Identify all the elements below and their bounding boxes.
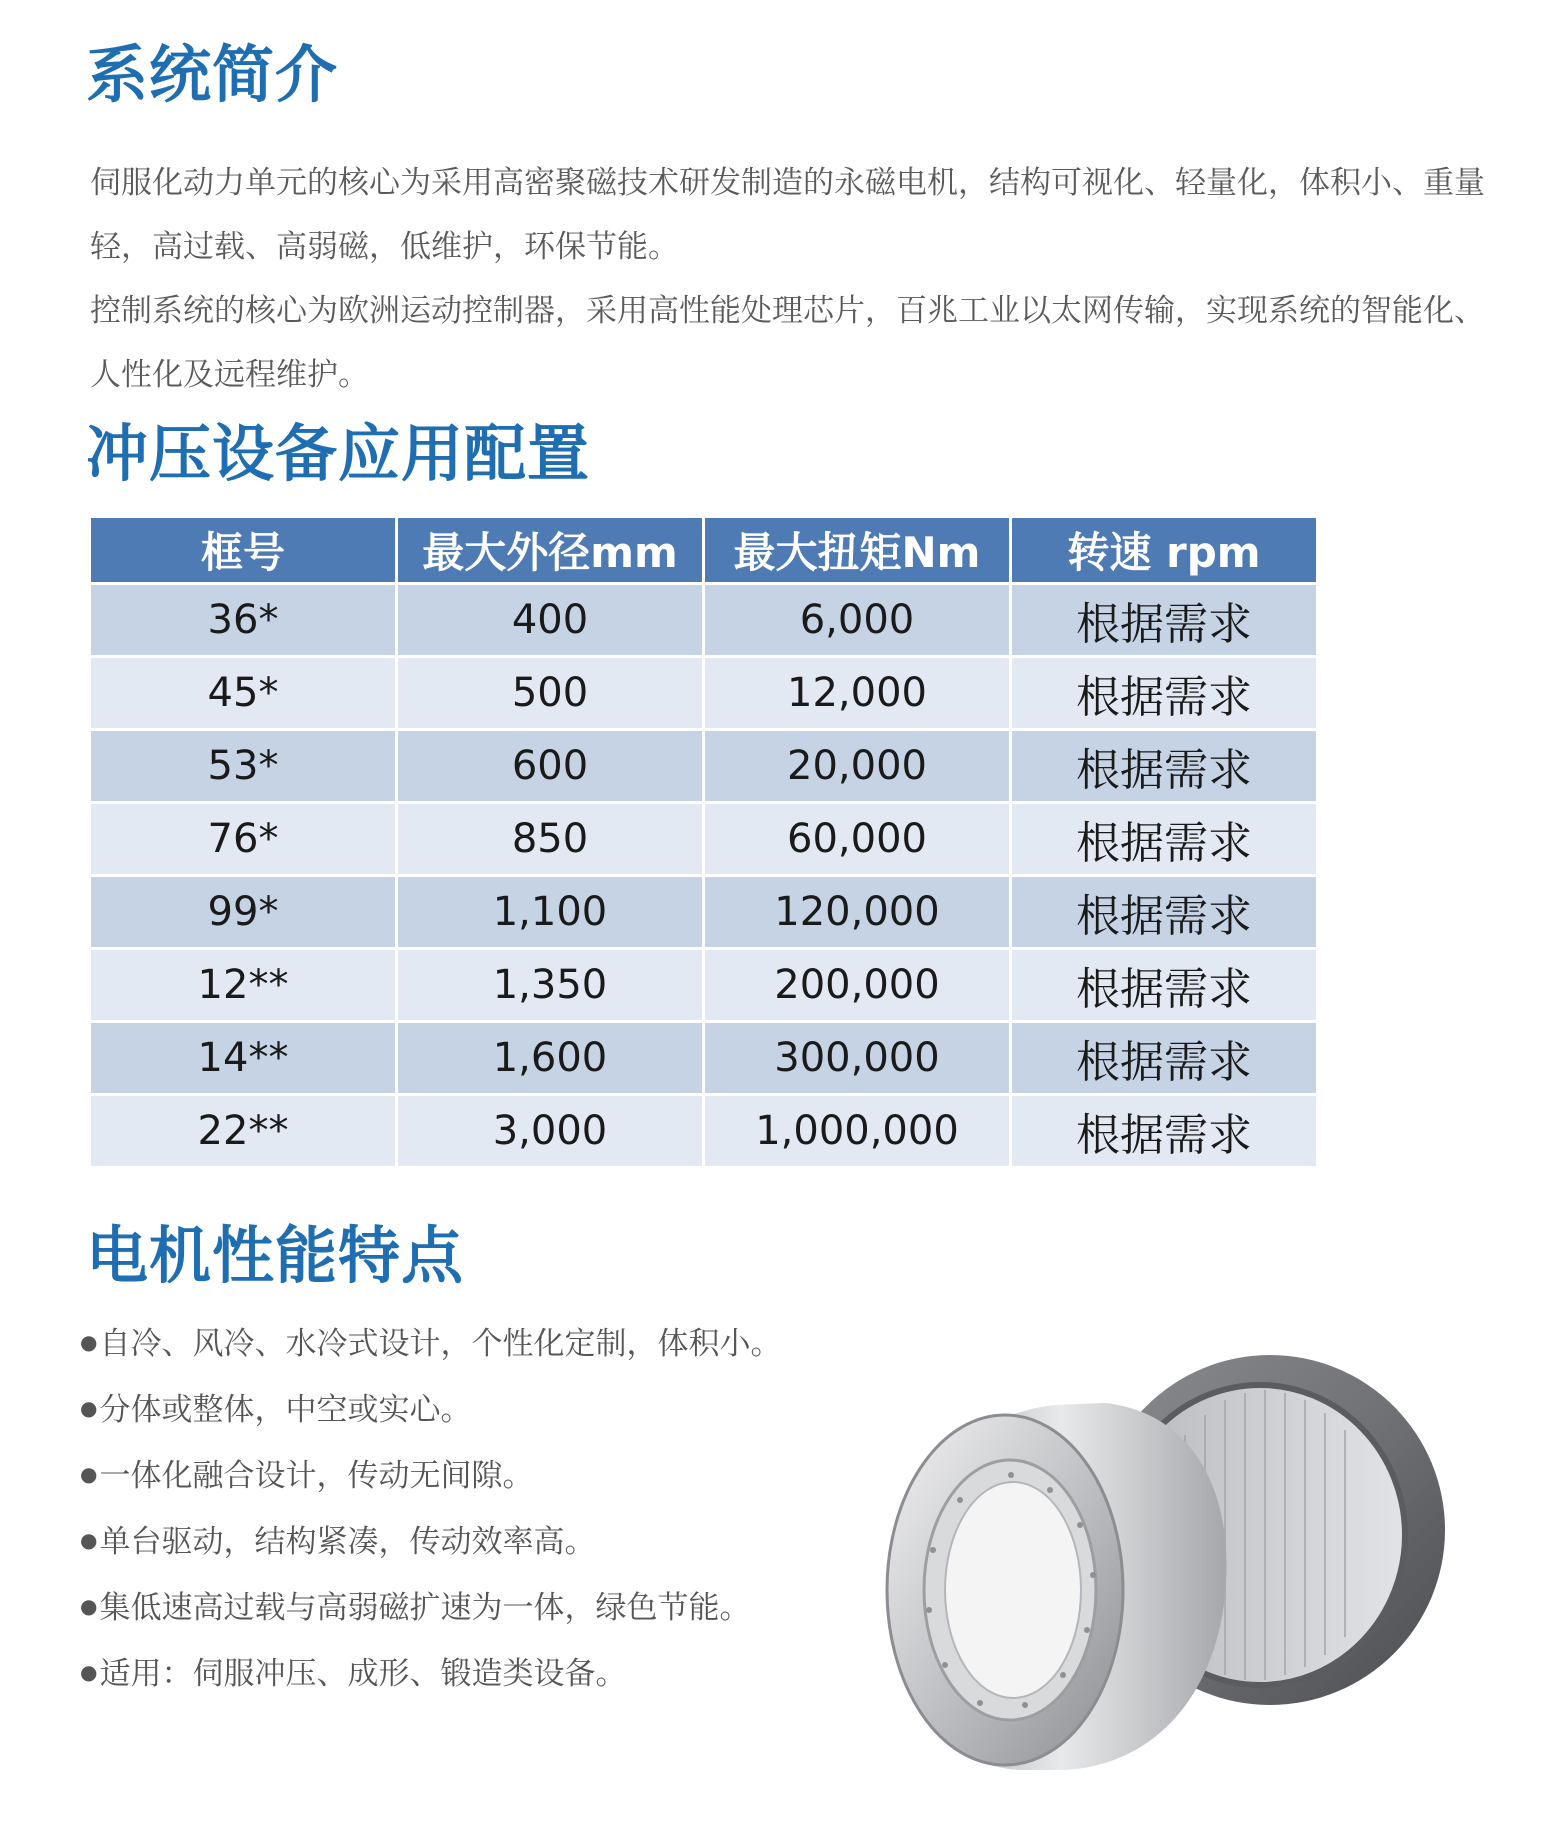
header-max-diameter: 最大外径mm <box>398 518 702 582</box>
cell-frame: 45* <box>91 658 395 728</box>
table-row <box>91 731 1316 801</box>
list-item: ● 适用：伺服冲压、成形、锻造类设备。 <box>80 1640 781 1706</box>
motor-heading: 电机性能特点 <box>86 1219 465 1292</box>
config-heading: 冲压设备应用配置 <box>86 417 591 490</box>
cell-torque: 300,000 <box>705 1023 1009 1093</box>
header-max-torque: 最大扭矩Nm <box>705 518 1009 582</box>
intro-paragraph-1: 伺服化动力单元的核心为采用高密聚磁技术研发制造的永磁电机，结构可视化、轻量化，体积小、重量轻，高过载、高弱磁，低维护，环保节能。 <box>90 165 1485 265</box>
spec-table <box>88 515 1319 1169</box>
cell-torque: 200,000 <box>705 950 1009 1020</box>
cell-speed: 根据需求 <box>1012 804 1316 874</box>
cell-diameter: 500 <box>398 658 702 728</box>
cell-speed: 根据需求 <box>1012 877 1316 947</box>
table-header-row <box>91 518 1316 582</box>
cell-speed: 根据需求 <box>1012 950 1316 1020</box>
cell-frame: 99* <box>91 877 395 947</box>
cell-frame: 36* <box>91 585 395 655</box>
cell-speed: 根据需求 <box>1012 658 1316 728</box>
cell-diameter: 1,350 <box>398 950 702 1020</box>
torque-motor-rings-icon <box>805 1345 1530 1790</box>
cell-speed: 根据需求 <box>1012 585 1316 655</box>
list-item: ● 集低速高过载与高弱磁扩速为一体，绿色节能。 <box>80 1574 781 1640</box>
list-item: ● 一体化融合设计，传动无间隙。 <box>80 1442 781 1508</box>
table-row <box>91 585 1316 655</box>
cell-diameter: 400 <box>398 585 702 655</box>
table-row <box>91 877 1316 947</box>
list-item: ● 分体或整体，中空或实心。 <box>80 1376 781 1442</box>
table-row <box>91 658 1316 728</box>
cell-diameter: 3,000 <box>398 1096 702 1166</box>
cell-frame: 22** <box>91 1096 395 1166</box>
cell-frame: 12** <box>91 950 395 1020</box>
table-row <box>91 950 1316 1020</box>
intro-paragraph-2: 控制系统的核心为欧洲运动控制器，采用高性能处理芯片，百兆工业以太网传输，实现系统的智能化、人性化及远程维护。 <box>90 293 1485 393</box>
cell-diameter: 850 <box>398 804 702 874</box>
cell-torque: 120,000 <box>705 877 1009 947</box>
table-row <box>91 1096 1316 1166</box>
header-speed: 转速 rpm <box>1012 518 1316 582</box>
cell-frame: 76* <box>91 804 395 874</box>
cell-torque: 6,000 <box>705 585 1009 655</box>
cell-torque: 12,000 <box>705 658 1009 728</box>
list-item: ● 自冷、风冷、水冷式设计，个性化定制，体积小。 <box>80 1310 781 1376</box>
feature-list <box>80 1310 781 1706</box>
intro-text <box>90 151 1490 407</box>
cell-diameter: 600 <box>398 731 702 801</box>
header-frame: 框号 <box>91 518 395 582</box>
cell-speed: 根据需求 <box>1012 1096 1316 1166</box>
cell-frame: 53* <box>91 731 395 801</box>
intro-heading: 系统简介 <box>86 38 339 111</box>
cell-speed: 根据需求 <box>1012 1023 1316 1093</box>
table-row <box>91 1023 1316 1093</box>
cell-torque: 20,000 <box>705 731 1009 801</box>
cell-torque: 1,000,000 <box>705 1096 1009 1166</box>
cell-diameter: 1,100 <box>398 877 702 947</box>
cell-frame: 14** <box>91 1023 395 1093</box>
list-item: ● 单台驱动，结构紧凑，传动效率高。 <box>80 1508 781 1574</box>
cell-torque: 60,000 <box>705 804 1009 874</box>
cell-speed: 根据需求 <box>1012 731 1316 801</box>
cell-diameter: 1,600 <box>398 1023 702 1093</box>
table-row <box>91 804 1316 874</box>
